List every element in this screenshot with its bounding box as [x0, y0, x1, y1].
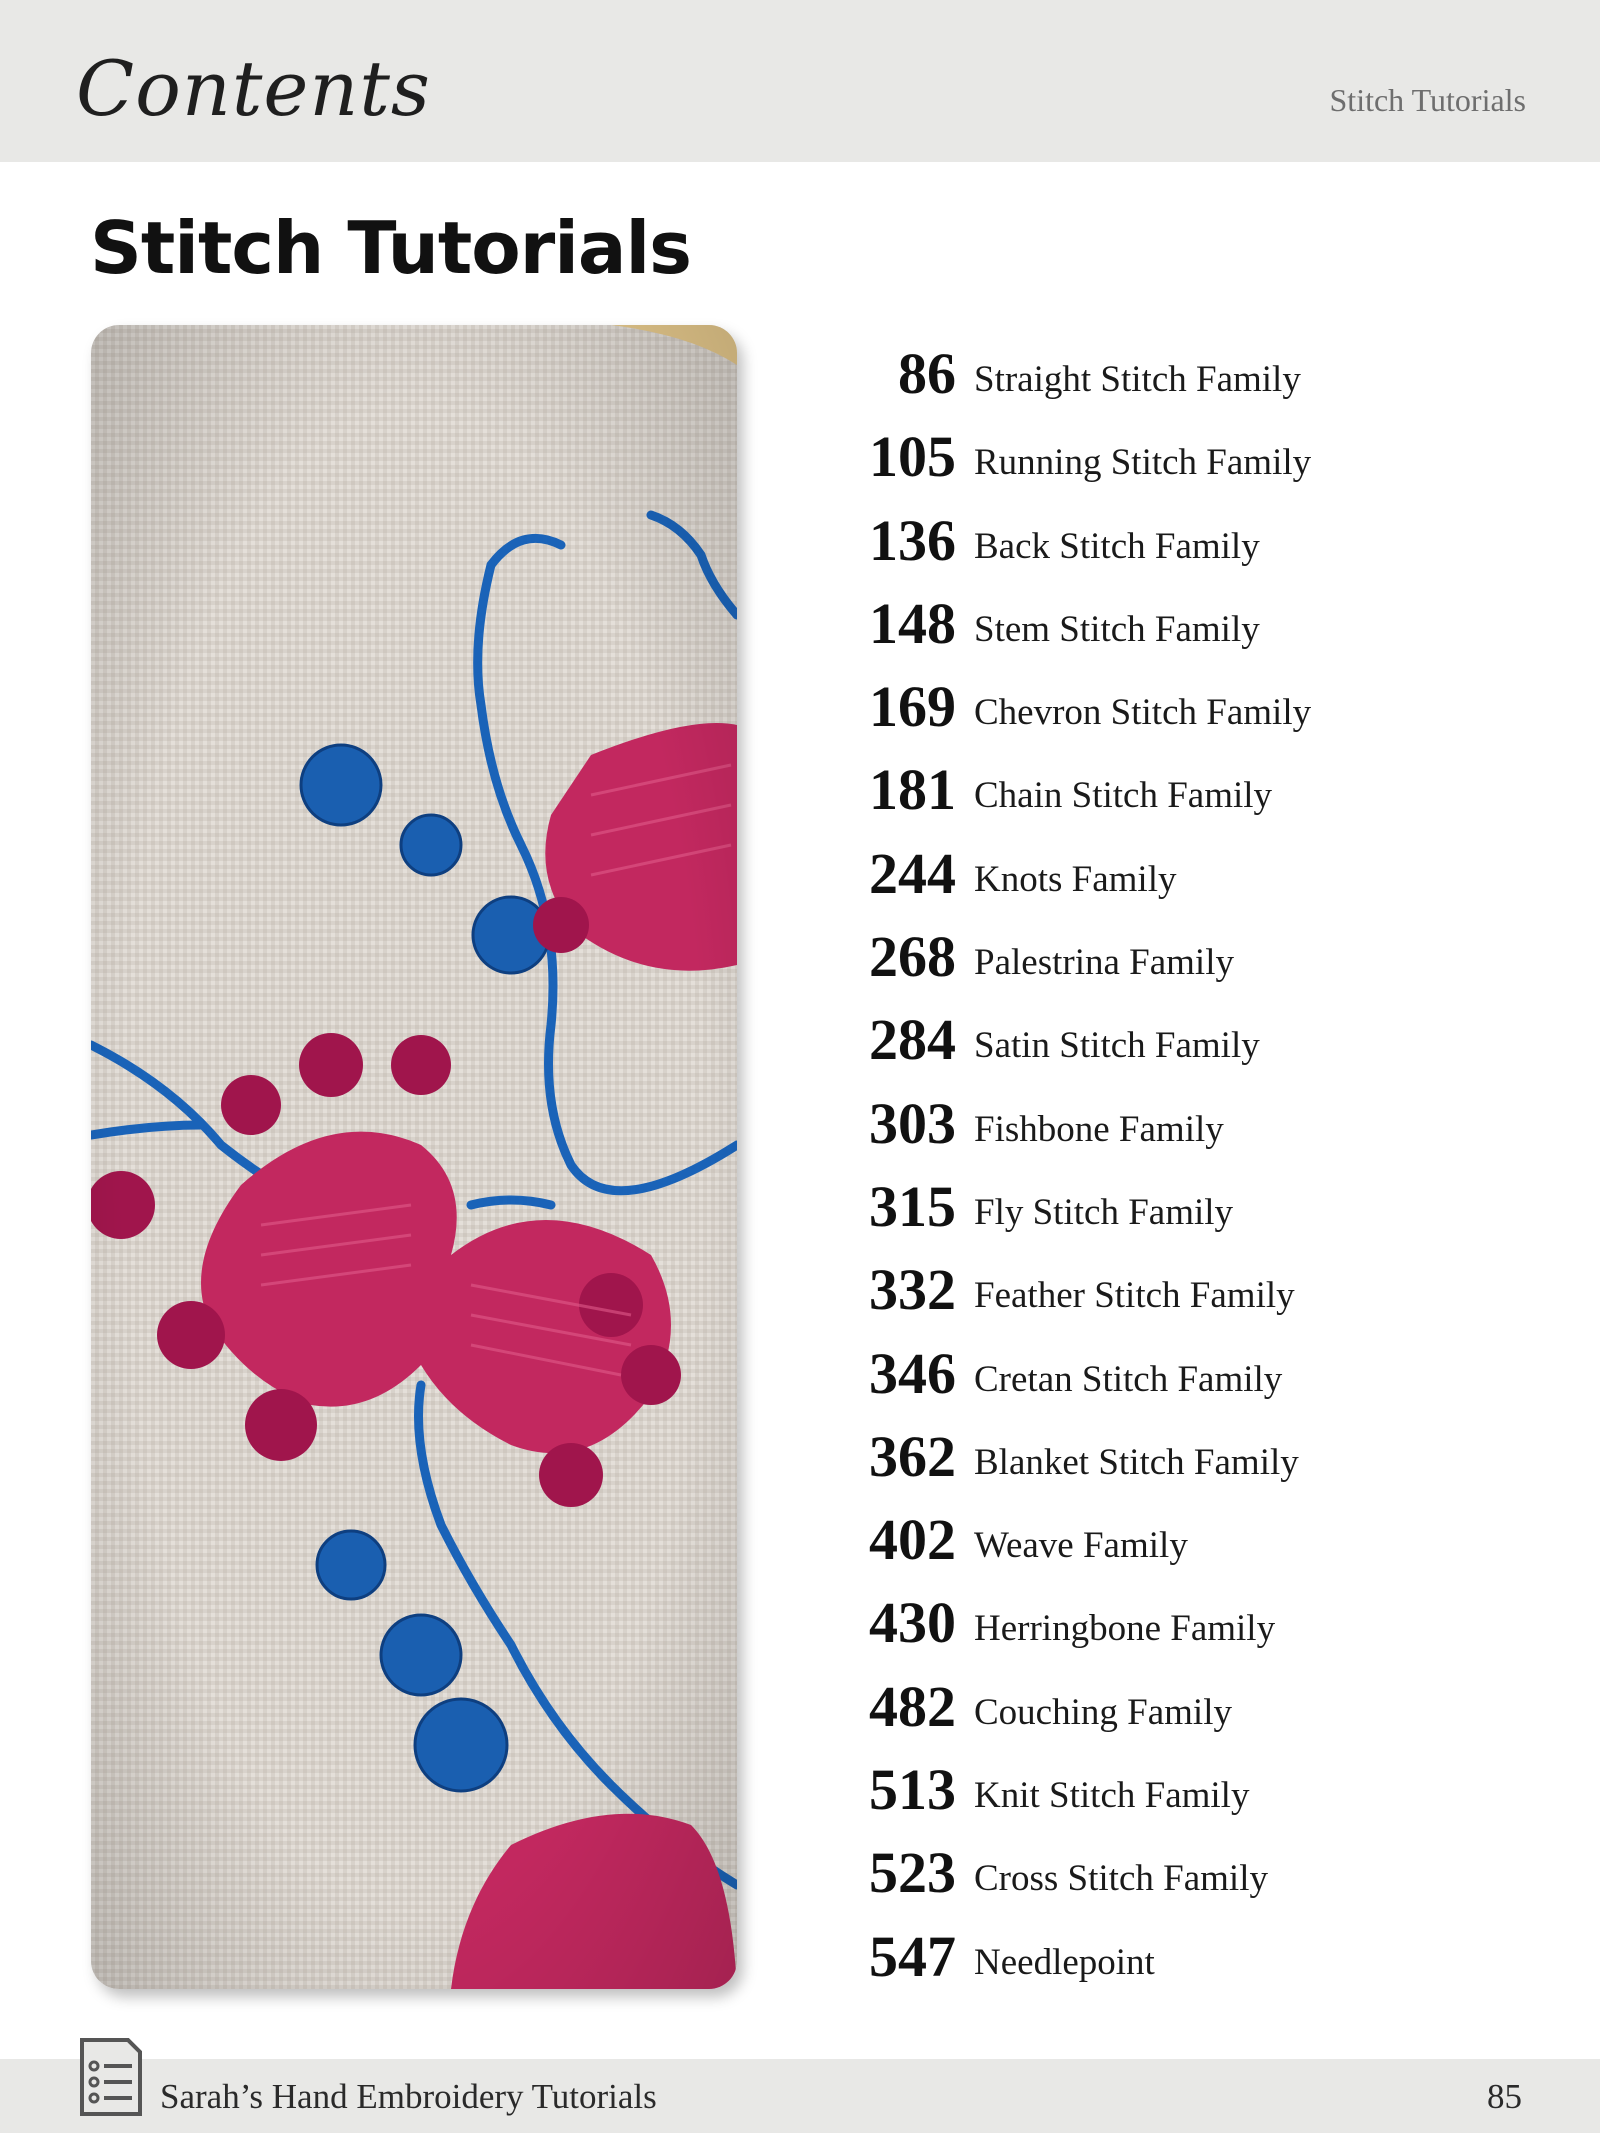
toc-label: Straight Stitch Family [974, 359, 1301, 400]
embroidery-photo [91, 325, 737, 1989]
toc-label: Cretan Stitch Family [974, 1358, 1283, 1400]
toc-entry[interactable] [850, 1169, 1550, 1252]
page-title: Stitch Tutorials [90, 206, 692, 290]
toc-label: Fishbone Family [974, 1108, 1224, 1150]
toc-label: Blanket Stitch Family [974, 1441, 1299, 1483]
toc-page-number: 181 [869, 757, 956, 823]
toc-label: Chain Stitch Family [974, 775, 1273, 817]
toc-label: Stem Stitch Family [974, 608, 1260, 650]
toc-page-number: 513 [869, 1757, 956, 1823]
toc-entry[interactable] [850, 669, 1550, 752]
toc-entry[interactable] [850, 919, 1550, 1002]
toc-entry[interactable] [850, 503, 1550, 586]
toc-entry[interactable] [850, 1086, 1550, 1169]
toc-entry[interactable] [850, 1752, 1550, 1835]
toc-page-number: 284 [869, 1007, 956, 1073]
toc-label: Feather Stitch Family [974, 1275, 1295, 1317]
toc-page-number: 136 [869, 507, 956, 573]
toc-page-number: 362 [869, 1423, 956, 1489]
toc-entry[interactable] [850, 1002, 1550, 1085]
toc-label: Fly Stitch Family [974, 1191, 1234, 1233]
toc-label: Knots Family [974, 858, 1177, 900]
toc-page-number: 244 [869, 840, 956, 906]
toc-page-number: 303 [869, 1090, 956, 1156]
toc-label: Cross Stitch Family [974, 1858, 1268, 1900]
header-section-label: Stitch Tutorials [1329, 82, 1526, 118]
toc-page-number: 523 [869, 1840, 956, 1906]
toc-page-number: 332 [869, 1257, 956, 1323]
toc-page-number: 482 [869, 1673, 956, 1739]
toc-page-number: 268 [869, 924, 956, 990]
toc-page-number: 169 [869, 674, 956, 740]
toc-entry[interactable] [850, 1336, 1550, 1419]
footer-page-number: 85 [1487, 2077, 1522, 2116]
toc-entry[interactable] [850, 752, 1550, 835]
document-list-icon [76, 2036, 146, 2118]
toc-entry[interactable] [850, 1419, 1550, 1502]
toc-label: Weave Family [974, 1525, 1188, 1567]
toc-label: Running Stitch Family [974, 442, 1312, 484]
toc-entry[interactable] [850, 1585, 1550, 1668]
toc-label: Needlepoint [974, 1941, 1155, 1983]
toc-entry[interactable] [850, 836, 1550, 919]
toc-label: Palestrina Family [974, 942, 1234, 984]
toc-label: Satin Stitch Family [974, 1025, 1260, 1067]
toc-entry[interactable] [850, 1502, 1550, 1585]
toc-entry[interactable] [850, 1835, 1550, 1918]
toc-page-number: 315 [869, 1173, 956, 1239]
toc-page-number: 430 [869, 1590, 956, 1656]
toc-page-number: 105 [869, 424, 956, 490]
toc-entry[interactable] [850, 336, 1550, 419]
toc-label: Couching Family [974, 1691, 1232, 1733]
toc-entry[interactable] [850, 1669, 1550, 1752]
footer-book-title: Sarah’s Hand Embroidery Tutorials [160, 2077, 657, 2116]
toc-page-number: 86 [898, 341, 956, 406]
toc-entry[interactable] [850, 419, 1550, 502]
toc-page-number: 402 [869, 1507, 956, 1573]
toc-page-number: 148 [869, 590, 956, 656]
header-title: Contents [76, 44, 431, 133]
toc-page-number: 547 [869, 1923, 956, 1989]
toc-label: Knit Stitch Family [974, 1775, 1250, 1817]
contents-list [850, 336, 1550, 2002]
toc-label: Chevron Stitch Family [974, 692, 1312, 734]
toc-entry[interactable] [850, 1252, 1550, 1335]
toc-page-number: 346 [869, 1340, 956, 1406]
toc-label: Back Stitch Family [974, 525, 1260, 567]
toc-label: Herringbone Family [974, 1608, 1276, 1650]
toc-entry[interactable] [850, 1919, 1550, 2002]
toc-entry[interactable] [850, 586, 1550, 669]
embroidery-illustration [91, 325, 737, 1989]
